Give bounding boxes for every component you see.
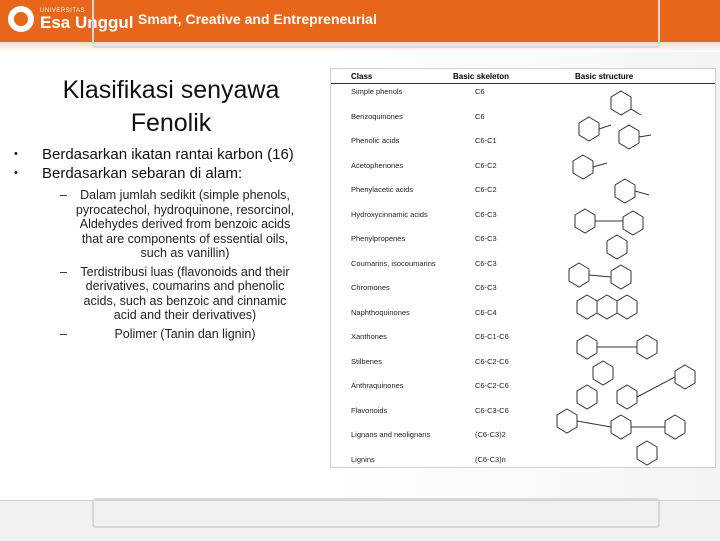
class-name: Naphthoquinones <box>351 307 410 317</box>
sub-bullet-item <box>60 327 314 342</box>
class-name: Simple phenols <box>351 87 403 96</box>
class-name: Benzoquinones <box>351 111 403 121</box>
class-name: Flavonoids <box>351 405 388 415</box>
structure-ring-icon <box>615 179 635 203</box>
class-name: Chromones <box>351 283 390 292</box>
basic-skeleton: C6-C4 <box>475 307 497 317</box>
sub-bullet-text: Terdistribusi luas (flavonoids and their derivatives, coumarins and phenolic acids, such as benzoic and cinnamic acid and their derivatives) <box>80 264 290 322</box>
structure-ring-icon <box>577 335 597 359</box>
sub-bullet-item <box>60 265 314 323</box>
class-name: Phenolic acids <box>351 136 400 145</box>
column-header: Basic structure <box>575 72 634 81</box>
class-name: Stilbenes <box>351 356 382 366</box>
bullet-item <box>14 165 314 182</box>
structure-ring-icon <box>593 361 613 385</box>
basic-skeleton: C6-C3 <box>475 283 497 292</box>
structure-ring-icon <box>617 295 637 319</box>
slide-title: Klasifikasi senyawa Fenolik <box>62 76 280 137</box>
basic-skeleton: C6-C3 <box>475 258 497 268</box>
decorative-frame-bottom <box>92 498 660 528</box>
structure-ring-icon <box>577 295 597 319</box>
class-name: Phenylacetic acids <box>351 185 414 194</box>
logo-subtitle: UNIVERSITAS <box>40 7 86 14</box>
structure-ring-icon <box>573 155 593 179</box>
basic-skeleton: C6 <box>475 87 485 96</box>
dash-icon: – <box>60 188 67 202</box>
structure-ring-icon <box>665 415 685 439</box>
bullet-item <box>14 146 314 163</box>
column-header: Basic skeleton <box>453 72 510 81</box>
class-name: Anthraquinones <box>351 381 404 390</box>
structure-ring-icon <box>619 125 639 149</box>
basic-skeleton: C6-C2 <box>475 185 497 194</box>
bullet-dot-icon: • <box>14 148 18 160</box>
basic-skeleton: C6-C1 <box>475 136 497 145</box>
structure-ring-icon <box>637 335 657 359</box>
basic-skeleton: C6-C1-C6 <box>475 332 509 341</box>
structure-ring-icon <box>611 91 631 115</box>
structure-ring-icon <box>597 295 617 319</box>
class-name: Phenylpropenes <box>351 234 406 243</box>
basic-skeleton: (C6-C3)n <box>475 454 506 464</box>
structure-ring-icon <box>611 415 631 439</box>
chemical-structures <box>331 69 717 469</box>
slide-content <box>14 146 314 345</box>
bullet-dot-icon: • <box>14 167 18 179</box>
basic-skeleton: C6-C2 <box>475 160 497 170</box>
structure-ring-icon <box>623 211 643 235</box>
structure-ring-icon <box>557 409 577 433</box>
sub-bullet-text: Dalam jumlah sedikit (simple phenols, pyrocatechol, hydroquinone, resorcinol, Aldehydes derived from benzoic acids that are components of essential oils, such as vanillin) <box>75 188 295 260</box>
dash-icon: – <box>60 264 67 279</box>
basic-skeleton: C6-C3 <box>475 209 497 219</box>
class-name: Acetophenones <box>351 160 404 170</box>
class-name: Lignins <box>351 454 375 464</box>
structure-ring-icon <box>675 365 695 389</box>
sub-bullet-list <box>14 188 314 341</box>
phenolic-classes-table <box>330 68 716 468</box>
decorative-frame-top <box>92 0 660 48</box>
dash-icon: – <box>60 326 67 341</box>
logo-name: Esa Unggul <box>40 12 134 32</box>
class-name: Xanthones <box>351 332 387 341</box>
structure-ring-icon <box>579 117 599 141</box>
structure-ring-icon <box>637 441 657 465</box>
logo-mark-icon <box>8 6 34 32</box>
structure-ring-icon <box>611 265 631 289</box>
column-header: Class <box>351 72 373 81</box>
class-name: Coumarins, isocoumarins <box>351 258 436 268</box>
basic-skeleton: C6-C3-C6 <box>475 405 509 415</box>
basic-skeleton: C6-C2-C6 <box>475 381 509 390</box>
bullet-text: Berdasarkan sebaran di alam: <box>42 165 243 182</box>
structure-ring-icon <box>607 235 627 259</box>
class-name: Lignans and neolignans <box>351 430 431 439</box>
basic-skeleton: C6-C2-C6 <box>475 356 509 366</box>
structure-ring-icon <box>575 209 595 233</box>
basic-skeleton: C6-C3 <box>475 234 497 243</box>
basic-skeleton: C6 <box>475 111 485 121</box>
basic-skeleton: (C6-C3)2 <box>475 430 506 439</box>
tagline: Smart, Creative and Entrepreneurial <box>138 11 377 27</box>
structure-ring-icon <box>617 385 637 409</box>
bullet-text: Berdasarkan ikatan rantai karbon (16) <box>42 146 294 163</box>
structure-ring-icon <box>569 263 589 287</box>
sub-bullet-item <box>60 188 314 261</box>
sub-bullet-text: Polimer (Tanin dan lignin) <box>114 326 256 341</box>
class-name: Hydroxycinnamic acids <box>351 209 428 219</box>
structure-ring-icon <box>577 385 597 409</box>
